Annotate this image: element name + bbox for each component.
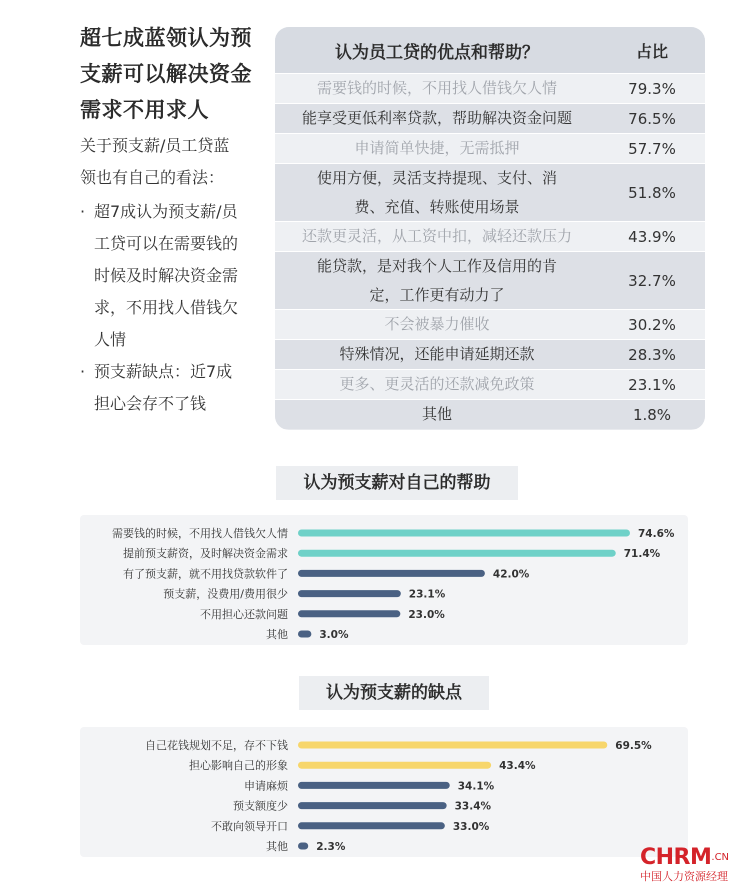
intro-bullet: [80, 356, 270, 420]
table-row: [275, 399, 705, 429]
intro-subtitle-line: 关于预支薪/员工贷蓝: [80, 136, 230, 155]
bar: [298, 631, 311, 638]
table-cell-percent: 79.3%: [628, 79, 676, 98]
intro-section: [80, 20, 270, 420]
bar-value-label: 34.1%: [457, 780, 495, 793]
category-label: 其他: [266, 840, 288, 853]
category-label: 不用担心还款问题: [200, 607, 288, 621]
table-cell-percent: 1.8%: [632, 405, 672, 424]
bar: [298, 843, 308, 850]
table-cell-reason: [275, 340, 599, 369]
cons-bar-chart: [0, 727, 750, 887]
table-cell-reason-line: 需要钱的时候，不用找人借钱欠人情: [316, 79, 557, 97]
logo-mark: [640, 846, 744, 870]
table-cell-reason-line: 其他: [421, 405, 452, 423]
intro-bullet-line: · 超7成认为预支薪/员: [94, 202, 238, 221]
table-cell-reason-line: 能贷款，是对我个人工作及信用的肯: [316, 256, 557, 275]
bar-value-label: 23.0%: [408, 608, 445, 621]
bar: [298, 570, 485, 577]
bar-value-label: 2.3%: [316, 841, 346, 853]
table-row: [275, 133, 705, 163]
table-row: [275, 221, 705, 251]
table-cell-reason: [275, 400, 599, 429]
intro-bullet-line: · 预支薪缺点：近7成: [94, 362, 233, 381]
bar-value-label: 23.1%: [408, 588, 446, 601]
category-label: 预支薪，没费用/费用很少: [163, 587, 288, 601]
table-cell-reason-line: 更多、更灵活的还款减免政策: [339, 375, 535, 393]
table-cell-reason-line: 还款更灵活，从工资中扣，减轻还款压力: [301, 227, 572, 245]
table-cell-percent: 43.9%: [628, 227, 676, 246]
bar-value-label: 3.0%: [319, 629, 349, 641]
intro-bullets: [80, 196, 270, 420]
table-row: [275, 103, 705, 133]
logo-mark-text: CHRM: [640, 845, 712, 870]
category-label: 不敢向领导开口: [211, 819, 288, 833]
table-row: [275, 73, 705, 103]
bar-value-label: 33.4%: [454, 800, 492, 813]
bar: [298, 610, 400, 617]
intro-title-line: 需求不用求人: [80, 98, 209, 122]
intro-bullet-line: 担心会存不了钱: [94, 394, 207, 413]
category-label: 自己花钱规划不足，存不下钱: [145, 739, 288, 752]
intro-bullet-line: 人情: [94, 330, 127, 349]
bar-value-label: 42.0%: [492, 568, 530, 581]
table-cell-reason: [275, 222, 599, 251]
table-row: [275, 309, 705, 339]
logo-mark-suffix: .CN: [711, 852, 730, 863]
table-cell-reason-line: 特殊情况，还能申请延期还款: [339, 345, 535, 363]
bar-value-label: 43.4%: [499, 760, 536, 773]
bar: [298, 530, 630, 537]
category-label: 申请麻烦: [244, 779, 288, 793]
table-header: [275, 27, 705, 73]
table-cell-reason: [275, 252, 599, 310]
table-cell-percent: 76.5%: [628, 109, 676, 128]
table-cell-reason: [275, 74, 599, 103]
chrm-logo: [640, 846, 744, 890]
intro-bullet: [80, 196, 270, 356]
bar: [298, 782, 450, 789]
intro-bullet-line: 工贷可以在需要钱的: [94, 234, 239, 253]
bar: [298, 802, 447, 809]
table-body: [275, 73, 705, 429]
table-row: [275, 251, 705, 309]
table-cell-reason: [275, 164, 599, 222]
table-header-reason: 认为员工贷的优点和帮助？: [335, 42, 539, 63]
table-cell-reason-line: 能享受更低利率贷款，帮助解决资金问题: [301, 109, 572, 127]
table-cell-percent: 51.8%: [628, 183, 676, 202]
table-row: [275, 339, 705, 369]
table-cell-reason: [275, 104, 599, 133]
category-label: 预支额度少: [233, 799, 288, 813]
table-cell-percent: 23.1%: [628, 375, 676, 394]
intro-bullet-line: 求，不用找人借钱欠: [94, 298, 239, 317]
bar-value-label: 74.6%: [637, 528, 675, 540]
table-cell-reason-line: 使用方便，灵活支持提现、支付、消: [316, 168, 557, 187]
category-label: 需要钱的时候，不用找人借钱欠人情: [112, 527, 288, 540]
bar: [298, 762, 491, 769]
intro-title-line: 支薪可以解决资金: [80, 62, 252, 86]
category-label: 其他: [266, 628, 288, 641]
table-header-percent: 占比: [635, 41, 668, 61]
table-row: [275, 163, 705, 221]
intro-subtitle-line: 领也有自己的看法：: [80, 168, 225, 187]
bar: [298, 742, 607, 749]
table-cell-percent: 57.7%: [628, 139, 676, 158]
table-row: [275, 369, 705, 399]
table-cell-reason-line: 定，工作更有动力了: [369, 285, 505, 304]
logo-tagline: 中国人力资源经理: [640, 870, 728, 883]
intro-subtitle: [80, 130, 270, 194]
table-cell-percent: 30.2%: [628, 315, 676, 334]
bar-value-label: 33.0%: [452, 820, 490, 833]
help-chart-title: 认为预支薪对自己的帮助: [276, 466, 518, 500]
cons-chart-title: 认为预支薪的缺点: [299, 676, 489, 710]
table-cell-percent: 32.7%: [628, 271, 676, 290]
bar: [298, 550, 616, 557]
bar-value-label: 71.4%: [623, 548, 661, 561]
category-label: 提前预支薪资，及时解决资金需求: [123, 547, 288, 561]
table-cell-reason-line: 申请简单快捷，无需抵押: [354, 139, 520, 157]
intro-title-line: 超七成蓝领认为预: [80, 26, 252, 50]
category-label: 担心影响自己的形象: [189, 759, 288, 773]
advantages-table: [275, 27, 705, 430]
table-cell-reason-line: 费、充值、转账使用场景: [354, 197, 520, 216]
category-label: 有了预支薪，就不用找贷款软件了: [123, 567, 288, 581]
bar: [298, 822, 445, 829]
table-cell-reason: [275, 370, 599, 399]
intro-title: [80, 20, 270, 128]
bar-value-label: 69.5%: [615, 740, 652, 752]
table-cell-percent: 28.3%: [628, 345, 676, 364]
bar: [298, 590, 401, 597]
table-cell-reason: [275, 310, 599, 339]
table-cell-reason: [275, 134, 599, 163]
table-cell-reason-line: 不会被暴力催收: [384, 315, 490, 333]
intro-bullet-line: 时候及时解决资金需: [94, 266, 239, 285]
help-bar-chart: [0, 515, 750, 675]
